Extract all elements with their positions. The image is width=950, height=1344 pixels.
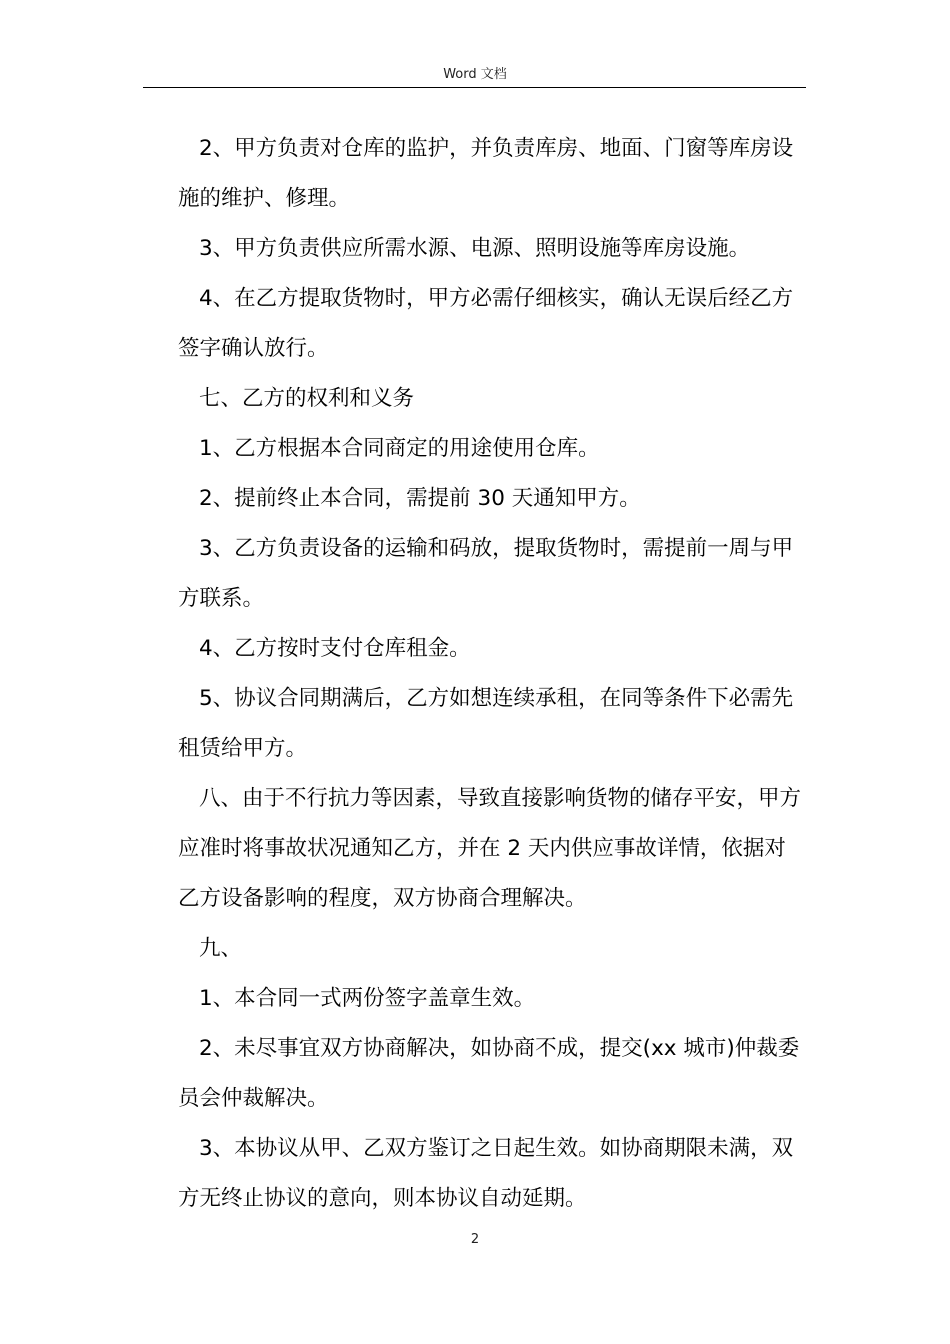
paragraph-item: 3、甲方负责供应所需水源、电源、照明设施等库房设施。 [199, 236, 751, 261]
header-divider [143, 87, 806, 88]
paragraph-item: 3、本协议从甲、乙双方鉴订之日起生效。如协商期限未满，双方无终止协议的意向，则本协议自动延期。 [178, 1136, 794, 1211]
section-paragraph: 八、由于不行抗力等因素，导致直接影响货物的储存平安，甲方应准时将事故状况通知乙方，并在 2 天内供应事故详情，依据对乙方设备影响的程度，双方协商合理解决。 [178, 786, 802, 911]
section-heading: 九、 [199, 936, 243, 961]
paragraph-item: 4、乙方按时支付仓库租金。 [199, 636, 471, 661]
paragraph-item: 4、在乙方提取货物时，甲方必需仔细核实，确认无误后经乙方签字确认放行。 [178, 286, 794, 361]
paragraph-item: 2、提前终止本合同，需提前 30 天通知甲方。 [199, 486, 641, 511]
page-header-title: Word 文档 [443, 67, 507, 82]
paragraph-item: 3、乙方负责设备的运输和码放，提取货物时，需提前一周与甲方联系。 [178, 536, 794, 611]
section-heading: 七、乙方的权利和义务 [199, 386, 415, 411]
page-number: 2 [470, 1232, 480, 1247]
paragraph-item: 1、乙方根据本合同商定的用途使用仓库。 [199, 436, 600, 461]
paragraph-item: 1、本合同一式两份签字盖章生效。 [199, 986, 536, 1011]
paragraph-item: 2、未尽事宜双方协商解决，如协商不成，提交(xx 城市)仲裁委员会仲裁解决。 [178, 1036, 800, 1111]
paragraph-item: 5、协议合同期满后，乙方如想连续承租，在同等条件下必需先租赁给甲方。 [178, 686, 794, 761]
paragraph-item: 2、甲方负责对仓库的监护，并负责库房、地面、门窗等库房设施的维护、修理。 [178, 136, 794, 211]
document-body [178, 124, 806, 1224]
